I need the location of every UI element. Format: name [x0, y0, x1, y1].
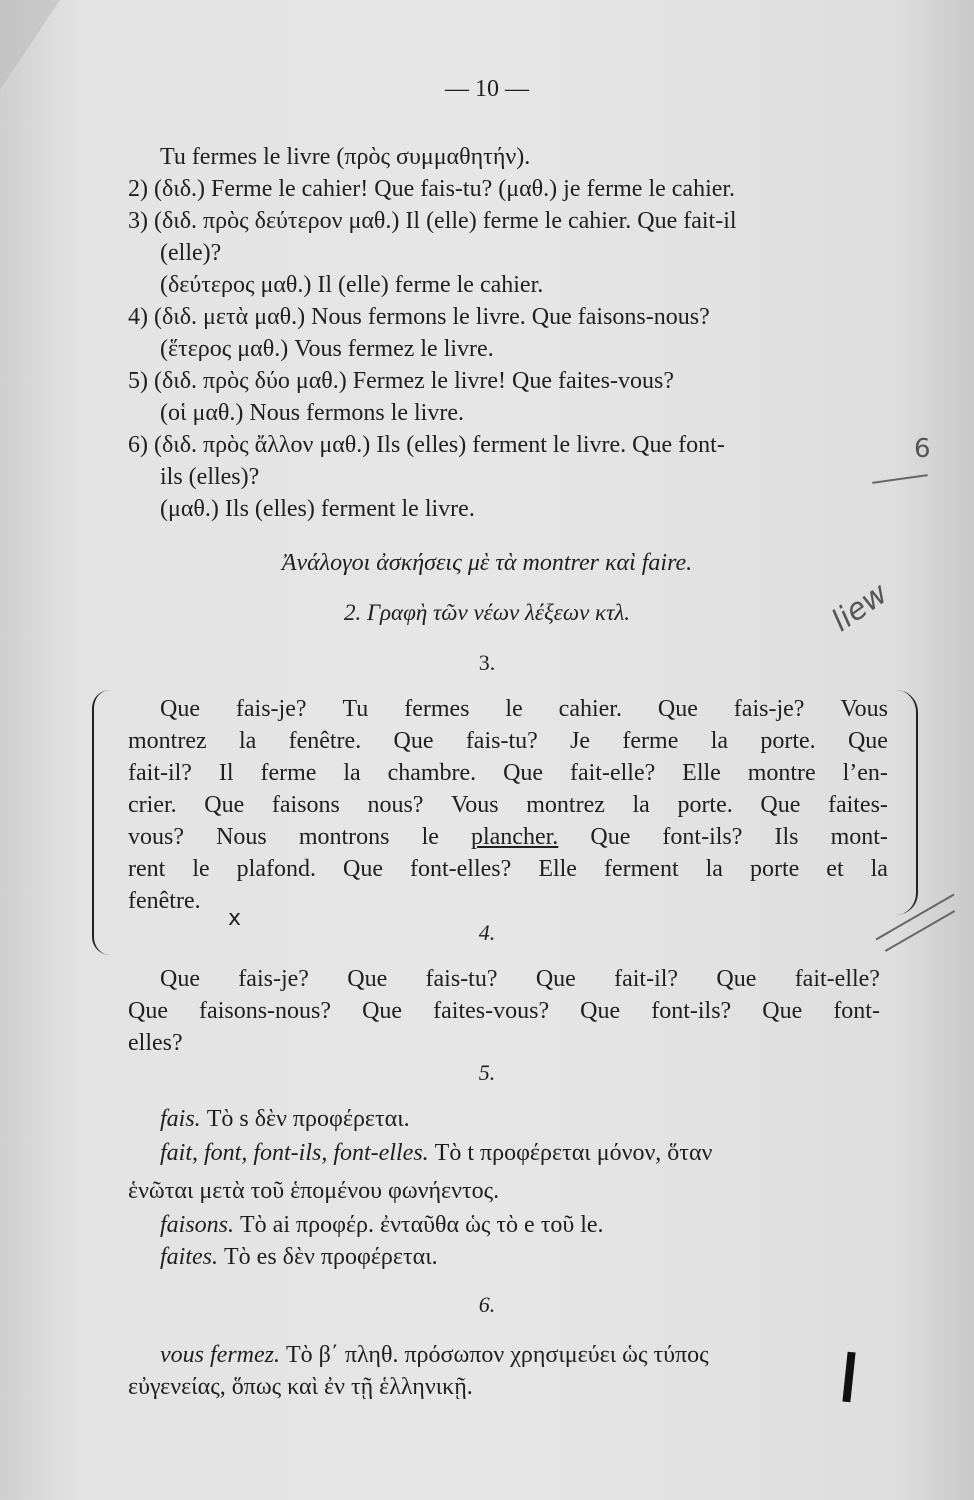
pronunciation-note-2 — [160, 1138, 712, 1168]
word: Nous — [216, 824, 267, 850]
word: Il — [218, 760, 234, 786]
word: montre — [747, 760, 816, 786]
dialogue-line-5: (δεύτερος μαθ.) Il (elle) ferme le cahier. — [160, 272, 544, 298]
paragraph-3-last-line: fenêtre. — [128, 888, 201, 914]
word: rent — [128, 856, 166, 882]
word: Que — [847, 728, 888, 754]
word: fais-tu? — [465, 728, 538, 754]
word: la — [343, 760, 361, 786]
word: faites-vous? — [433, 998, 550, 1024]
word: fenêtre. — [288, 728, 362, 754]
handwritten-left-bracket — [92, 690, 116, 955]
word: fais-je? — [238, 966, 309, 992]
word: la — [632, 792, 650, 818]
note-text: Τὸ β΄ πληθ. πρόσωπον χρησιμεύει ὡς τύπος — [285, 1342, 709, 1368]
word: montrons — [298, 824, 390, 850]
word: vous? — [128, 824, 184, 850]
dialogue-line-12: (μαθ.) Ils (elles) ferment le livre. — [160, 496, 475, 522]
word: crier. — [128, 792, 177, 818]
word: montrez — [128, 728, 207, 754]
word: Que — [160, 966, 200, 992]
word: Tu — [342, 696, 369, 722]
exercise-number-5: 5. — [478, 1060, 496, 1085]
word: Que — [128, 998, 168, 1024]
handwritten-six-mark: 6 — [914, 434, 931, 464]
word: Que — [657, 696, 698, 722]
note-text: Τὸ s δὲν προφέρεται. — [206, 1106, 410, 1132]
word: la — [870, 856, 888, 882]
word: fait-il? — [614, 966, 679, 992]
dialogue-line-1: Tu fermes le livre (πρὸς συμμαθητήν). — [160, 144, 531, 170]
dialogue-line-3: 3) (διδ. πρὸς δεύτερον μαθ.) Il (elle) ferme le cahier. Que fait-il — [128, 208, 737, 234]
paragraph-4-last-line: elles? — [128, 1030, 183, 1056]
word: font- — [833, 998, 880, 1024]
word: Que — [760, 792, 801, 818]
word: fais-je? — [733, 696, 805, 722]
word: Que — [393, 728, 434, 754]
word: faisons-nous? — [199, 998, 332, 1024]
word: font-elles? — [410, 856, 512, 882]
pronunciation-note-3 — [160, 1210, 604, 1240]
pronunciation-note-1 — [160, 1104, 410, 1134]
word: nous? — [367, 792, 424, 818]
dialogue-line-8: 5) (διδ. πρὸς δύο μαθ.) Fermez le livre! Que faites-vous? — [128, 368, 674, 394]
word: le — [421, 824, 439, 850]
word: chambre. — [387, 760, 477, 786]
handwritten-x-mark: x — [228, 906, 242, 931]
word: la — [710, 728, 729, 754]
word: faites- — [827, 792, 888, 818]
dialogue-line-4: (elle)? — [160, 240, 222, 266]
heading-writing-new-words: 2. Γραφὴ τῶν νέων λέξεων κτλ. — [343, 600, 631, 625]
word: Que — [343, 856, 383, 882]
margin-scribble-line — [872, 474, 928, 484]
word: Vous — [840, 696, 888, 722]
paragraph-3-row-2 — [128, 726, 888, 756]
word: Que — [716, 966, 757, 992]
word: fait-elle? — [569, 760, 656, 786]
handwritten-right-bracket — [888, 690, 918, 915]
paragraph-4-row-1 — [160, 964, 880, 994]
word: Que — [362, 998, 403, 1024]
politeness-note-2: εὐγενείας, ὅπως καὶ ἐν τῇ ἑλληνικῇ. — [128, 1374, 473, 1400]
paragraph-3-row-1 — [160, 694, 888, 724]
dialogue-line-6: 4) (διδ. μετὰ μαθ.) Nous fermons le livre. Que faisons-nous? — [128, 304, 710, 330]
paragraph-3-row-5 — [128, 822, 888, 852]
word: ferment — [603, 856, 679, 882]
word: porte. — [760, 728, 816, 754]
paragraph-3-row-3 — [128, 758, 888, 788]
exercise-number-6: 6. — [478, 1292, 496, 1317]
word: cahier. — [558, 696, 622, 722]
paragraph-4-row-2 — [128, 996, 880, 1026]
word: fais-je? — [235, 696, 307, 722]
handwritten-vertical-bar — [842, 1352, 855, 1403]
word: Vous — [451, 792, 499, 818]
dialogue-line-11: ils (elles)? — [160, 464, 260, 490]
word: porte — [749, 856, 800, 882]
word: Elle — [538, 856, 577, 882]
word: Que — [590, 824, 631, 850]
word: mont- — [830, 824, 888, 850]
word: fait-il? — [128, 760, 192, 786]
note-term: vous fermez. — [160, 1342, 280, 1368]
word: plafond. — [236, 856, 316, 882]
word: le — [505, 696, 523, 722]
word: la — [238, 728, 257, 754]
paragraph-3-row-4 — [128, 790, 888, 820]
note-term: fais. — [160, 1106, 201, 1132]
politeness-note-1 — [160, 1340, 709, 1370]
word: le — [192, 856, 210, 882]
note-term: fait, font, font-ils, font-elles. — [160, 1140, 429, 1166]
word: Je — [570, 728, 591, 754]
word: font-ils? — [662, 824, 743, 850]
word: Que — [503, 760, 544, 786]
word: porte. — [677, 792, 733, 818]
word: et — [826, 856, 844, 882]
word: Que — [347, 966, 388, 992]
word: Elle — [682, 760, 721, 786]
exercise-number-3: 3. — [478, 650, 496, 675]
note-text: Τὸ es δὲν προφέρεται. — [224, 1244, 438, 1270]
word: font-ils? — [651, 998, 732, 1024]
word: ferme — [260, 760, 317, 786]
paragraph-3-row-6 — [128, 854, 888, 884]
heading-analogous-exercises: Ἀνάλογοι ἀσκήσεις μὲ τὰ montrer καὶ faire. — [281, 550, 693, 576]
dialogue-line-10: 6) (διδ. πρὸς ἄλλον μαθ.) Ils (elles) ferment le livre. Que font- — [128, 432, 725, 458]
word: fait-elle? — [794, 966, 880, 992]
handwritten-margin-scrawl: liew — [825, 576, 895, 639]
word: l’en- — [842, 760, 888, 786]
word: Que — [762, 998, 803, 1024]
dialogue-line-7: (ἕτερος μαθ.) Vous fermez le livre. — [160, 336, 494, 362]
page-number: — 10 — — [445, 76, 529, 102]
word: montrez — [526, 792, 605, 818]
word: ferme — [622, 728, 679, 754]
word: fermes — [404, 696, 470, 722]
pronunciation-note-2-cont: ἑνῶται μετὰ τοῦ ἑπομένου φωνήεντος. — [128, 1178, 500, 1204]
word: Que — [204, 792, 245, 818]
word: Que — [580, 998, 621, 1024]
note-term: faites. — [160, 1244, 218, 1270]
word: la — [705, 856, 723, 882]
word: Que — [160, 696, 200, 722]
word: fais-tu? — [425, 966, 498, 992]
note-term: faisons. — [160, 1212, 235, 1238]
pronunciation-note-4 — [160, 1242, 438, 1272]
word: Ils — [774, 824, 799, 850]
word: Que — [535, 966, 576, 992]
word: plancher. — [470, 824, 559, 850]
dialogue-line-9: (οἱ μαθ.) Nous fermons le livre. — [160, 400, 464, 426]
dialogue-line-2: 2) (διδ.) Ferme le cahier! Que fais-tu? (μαθ.) je ferme le cahier. — [128, 176, 736, 202]
note-text: Τὸ ai προφέρ. ἐνταῦθα ὡς τὸ e τοῦ le. — [240, 1212, 604, 1238]
exercise-number-4: 4. — [478, 920, 496, 945]
note-text: Τὸ t προφέρεται μόνον, ὅταν — [434, 1140, 713, 1166]
word: faisons — [271, 792, 340, 818]
